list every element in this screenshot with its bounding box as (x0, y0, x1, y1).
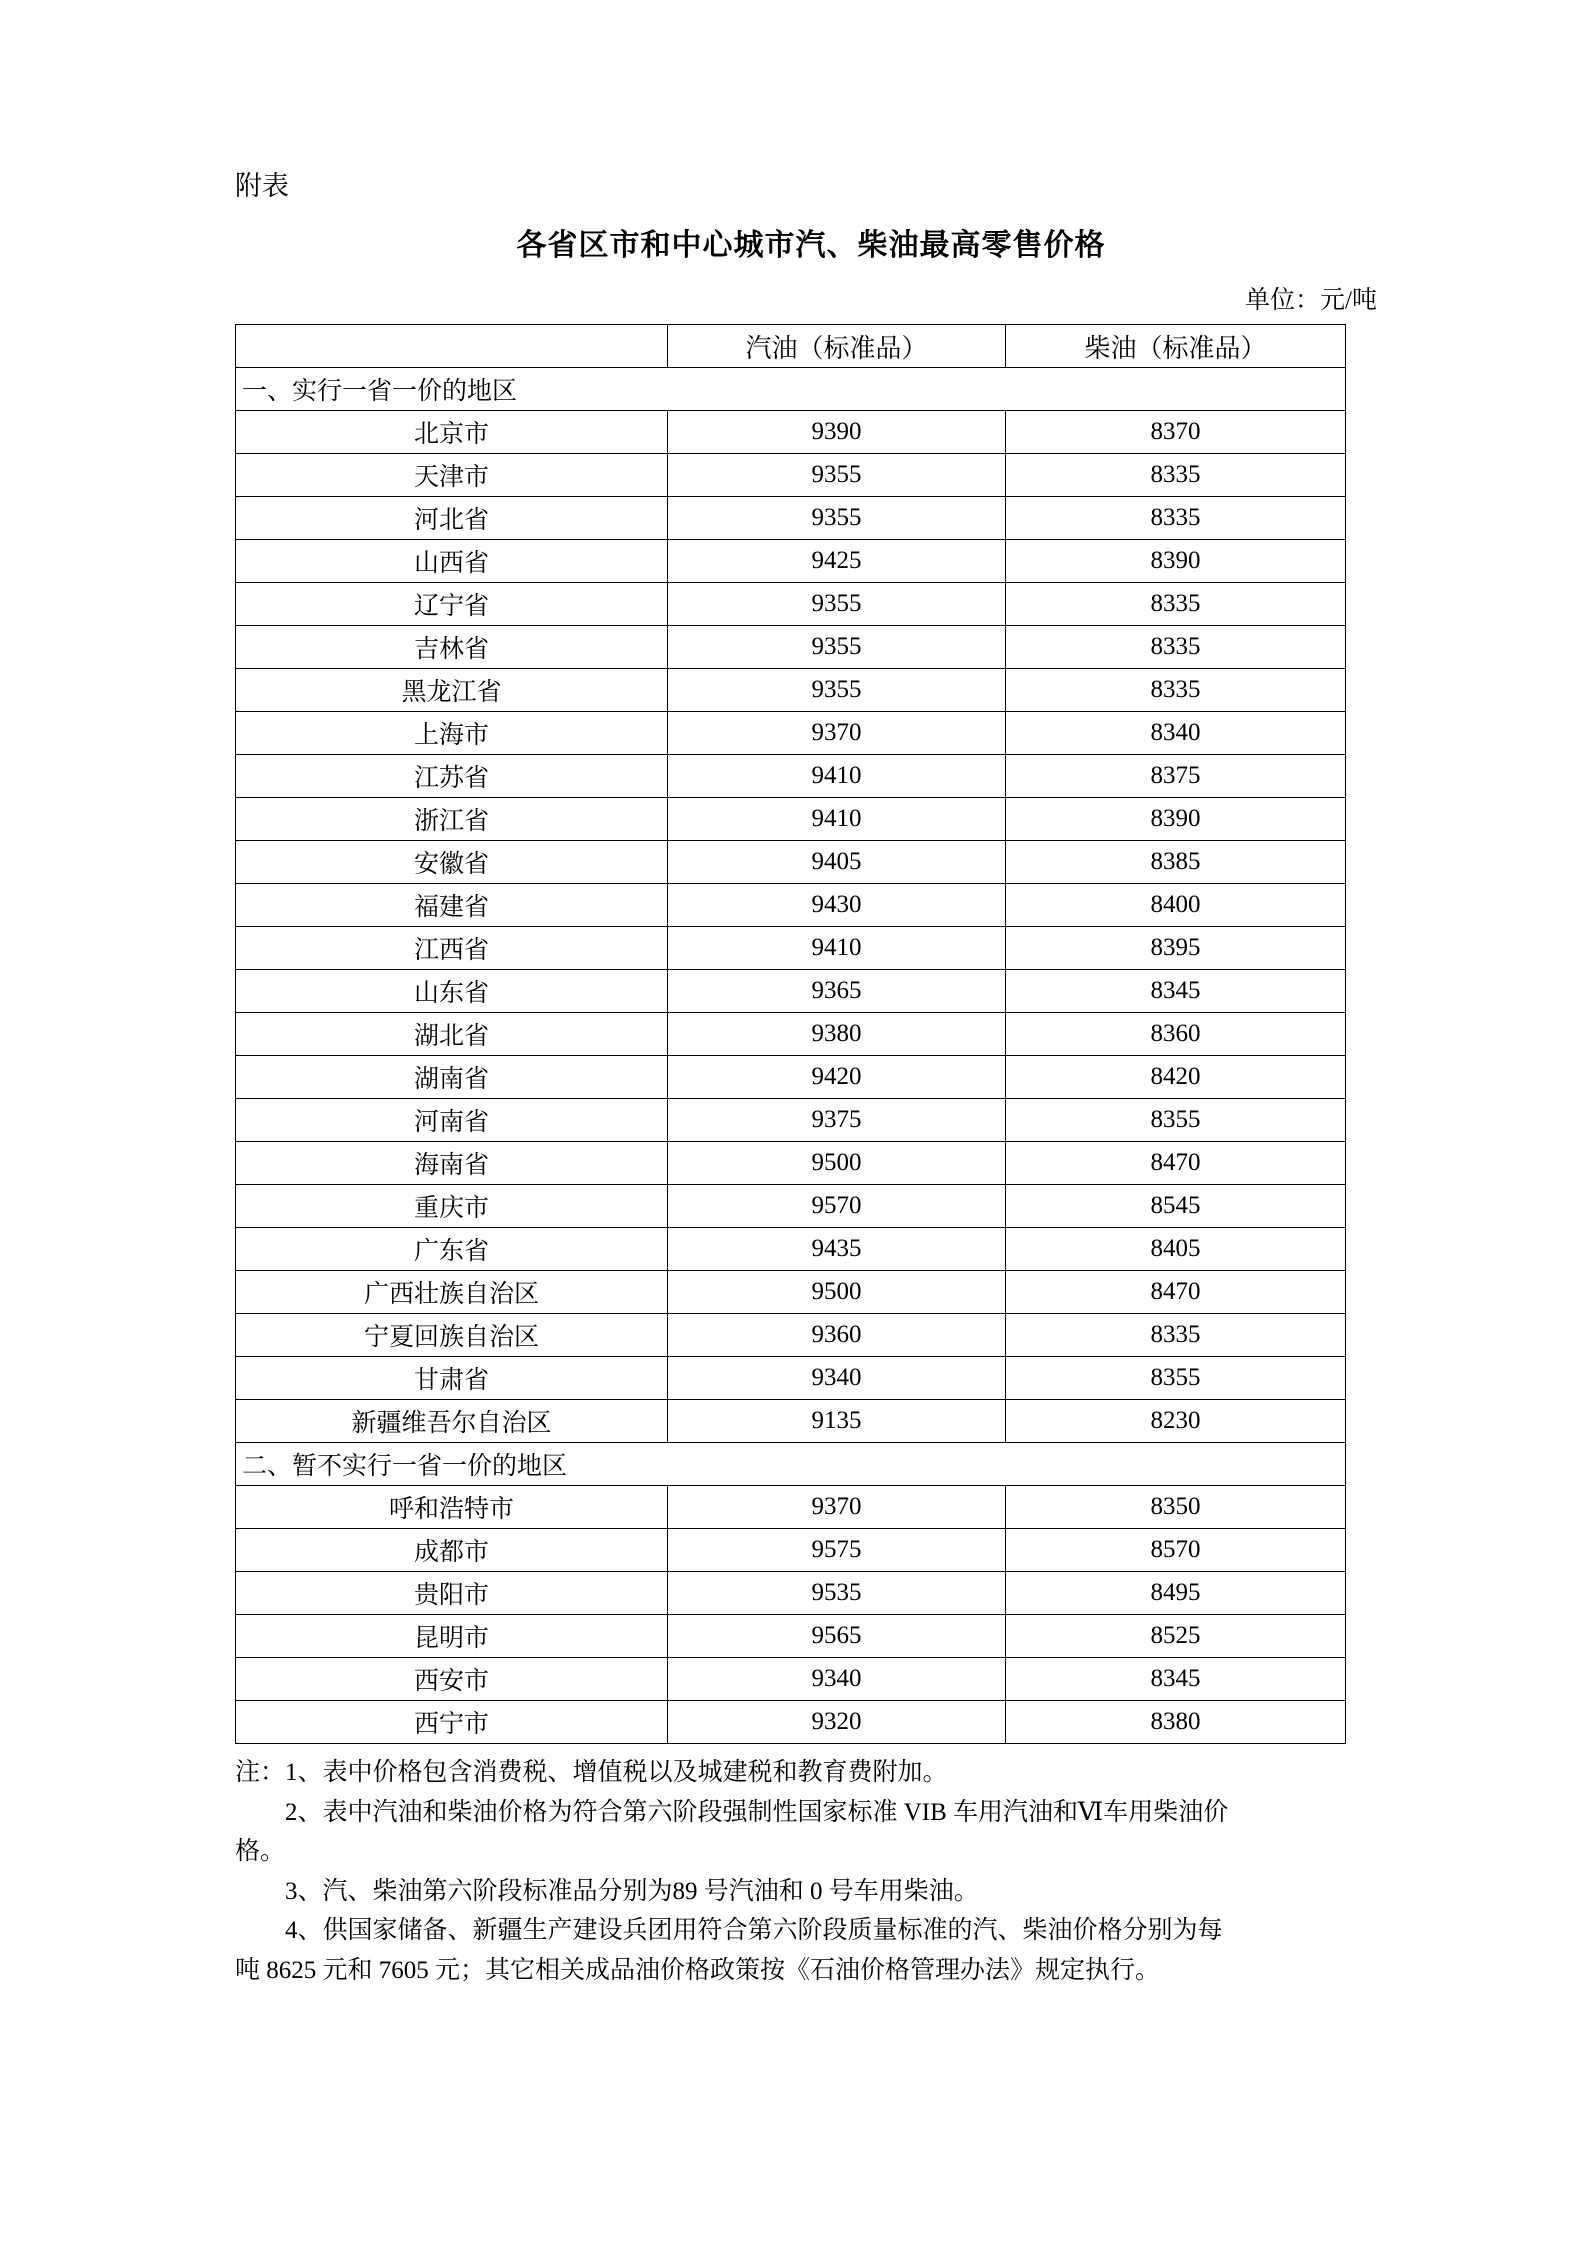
table-row (236, 583, 1346, 626)
cell-diesel-price: 8335 (1006, 626, 1346, 669)
cell-region: 江西省 (236, 927, 668, 970)
cell-diesel-price: 8335 (1006, 497, 1346, 540)
cell-diesel-price: 8355 (1006, 1357, 1346, 1400)
cell-region: 辽宁省 (236, 583, 668, 626)
table-row (236, 1056, 1346, 1099)
table-row (236, 626, 1346, 669)
cell-gasoline-price: 9410 (668, 927, 1006, 970)
cell-diesel-price: 8335 (1006, 669, 1346, 712)
cell-gasoline-price: 9575 (668, 1529, 1006, 1572)
price-table (235, 324, 1346, 1744)
cell-region: 宁夏回族自治区 (236, 1314, 668, 1357)
cell-region: 江苏省 (236, 755, 668, 798)
cell-region: 河南省 (236, 1099, 668, 1142)
cell-region: 西宁市 (236, 1701, 668, 1744)
cell-gasoline-price: 9340 (668, 1658, 1006, 1701)
table-row (236, 540, 1346, 583)
table-row (236, 927, 1346, 970)
cell-diesel-price: 8495 (1006, 1572, 1346, 1615)
header-region (236, 325, 668, 368)
page-title: 各省区市和中心城市汽、柴油最高零售价格 (516, 229, 1106, 263)
cell-gasoline-price: 9355 (668, 669, 1006, 712)
cell-diesel-price: 8345 (1006, 1658, 1346, 1701)
cell-gasoline-price: 9565 (668, 1615, 1006, 1658)
cell-diesel-price: 8390 (1006, 540, 1346, 583)
attachment-label: 附表 (235, 171, 289, 201)
cell-region: 湖北省 (236, 1013, 668, 1056)
table-section-title: 一、实行一省一价的地区 (236, 368, 1346, 411)
cell-region: 成都市 (236, 1529, 668, 1572)
cell-gasoline-price: 9370 (668, 1486, 1006, 1529)
table-row (236, 1572, 1346, 1615)
cell-gasoline-price: 9430 (668, 884, 1006, 927)
footnotes (235, 1754, 1345, 1989)
table-row (236, 1185, 1346, 1228)
table-row (236, 841, 1346, 884)
cell-gasoline-price: 9355 (668, 583, 1006, 626)
cell-diesel-price: 8420 (1006, 1056, 1346, 1099)
table-row (236, 970, 1346, 1013)
cell-gasoline-price: 9405 (668, 841, 1006, 884)
cell-region: 天津市 (236, 454, 668, 497)
footnote-3: 3、汽、柴油第六阶段标准品分别为89 号汽油和 0 号车用柴油。 (285, 1877, 979, 1905)
cell-gasoline-price: 9360 (668, 1314, 1006, 1357)
cell-diesel-price: 8355 (1006, 1099, 1346, 1142)
cell-gasoline-price: 9355 (668, 454, 1006, 497)
cell-region: 湖南省 (236, 1056, 668, 1099)
cell-gasoline-price: 9410 (668, 755, 1006, 798)
table-row (236, 1486, 1346, 1529)
header-gasoline: 汽油（标准品） (668, 325, 1006, 368)
table-row (236, 411, 1346, 454)
cell-gasoline-price: 9500 (668, 1271, 1006, 1314)
cell-gasoline-price: 9410 (668, 798, 1006, 841)
cell-gasoline-price: 9570 (668, 1185, 1006, 1228)
cell-diesel-price: 8525 (1006, 1615, 1346, 1658)
cell-region: 海南省 (236, 1142, 668, 1185)
cell-gasoline-price: 9370 (668, 712, 1006, 755)
cell-gasoline-price: 9135 (668, 1400, 1006, 1443)
unit-note: 单位：元/吨 (1245, 287, 1377, 315)
cell-region: 福建省 (236, 884, 668, 927)
cell-region: 吉林省 (236, 626, 668, 669)
table-row (236, 1658, 1346, 1701)
table-header-row (236, 325, 1346, 368)
table-row (236, 1142, 1346, 1185)
cell-region: 西安市 (236, 1658, 668, 1701)
cell-gasoline-price: 9425 (668, 540, 1006, 583)
cell-gasoline-price: 9500 (668, 1142, 1006, 1185)
table-row (236, 1615, 1346, 1658)
cell-region: 上海市 (236, 712, 668, 755)
cell-diesel-price: 8340 (1006, 712, 1346, 755)
cell-region: 黑龙江省 (236, 669, 668, 712)
cell-region: 昆明市 (236, 1615, 668, 1658)
table-section-row (236, 368, 1346, 411)
table-row (236, 1529, 1346, 1572)
cell-diesel-price: 8345 (1006, 970, 1346, 1013)
cell-diesel-price: 8370 (1006, 411, 1346, 454)
cell-gasoline-price: 9390 (668, 411, 1006, 454)
cell-diesel-price: 8390 (1006, 798, 1346, 841)
cell-diesel-price: 8350 (1006, 1486, 1346, 1529)
cell-diesel-price: 8400 (1006, 884, 1346, 927)
cell-gasoline-price: 9320 (668, 1701, 1006, 1744)
cell-region: 山西省 (236, 540, 668, 583)
cell-diesel-price: 8570 (1006, 1529, 1346, 1572)
footnote-2: 2、表中汽油和柴油价格为符合第六阶段强制性国家标准 VIB 车用汽油和Ⅵ车用柴油价 (285, 1798, 1229, 1826)
table-row (236, 712, 1346, 755)
cell-region: 新疆维吾尔自治区 (236, 1400, 668, 1443)
cell-region: 安徽省 (236, 841, 668, 884)
cell-diesel-price: 8335 (1006, 583, 1346, 626)
cell-diesel-price: 8335 (1006, 1314, 1346, 1357)
table-section-row (236, 1443, 1346, 1486)
table-row (236, 1357, 1346, 1400)
table-row (236, 798, 1346, 841)
cell-diesel-price: 8395 (1006, 927, 1346, 970)
cell-gasoline-price: 9420 (668, 1056, 1006, 1099)
cell-gasoline-price: 9365 (668, 970, 1006, 1013)
cell-region: 甘肃省 (236, 1357, 668, 1400)
table-row (236, 454, 1346, 497)
cell-diesel-price: 8335 (1006, 454, 1346, 497)
table-row (236, 1228, 1346, 1271)
table-row (236, 1271, 1346, 1314)
cell-gasoline-price: 9340 (668, 1357, 1006, 1400)
cell-region: 重庆市 (236, 1185, 668, 1228)
table-row (236, 1013, 1346, 1056)
table-row (236, 669, 1346, 712)
table-row (236, 1701, 1346, 1744)
cell-gasoline-price: 9380 (668, 1013, 1006, 1056)
footnote-2-cont: 格。 (235, 1838, 286, 1866)
cell-gasoline-price: 9375 (668, 1099, 1006, 1142)
cell-region: 呼和浩特市 (236, 1486, 668, 1529)
cell-gasoline-price: 9355 (668, 626, 1006, 669)
cell-region: 广西壮族自治区 (236, 1271, 668, 1314)
table-row (236, 884, 1346, 927)
table-row (236, 497, 1346, 540)
cell-gasoline-price: 9435 (668, 1228, 1006, 1271)
table-row (236, 1400, 1346, 1443)
cell-diesel-price: 8360 (1006, 1013, 1346, 1056)
footnote-4-cont: 吨 8625 元和 7605 元；其它相关成品油价格政策按《石油价格管理办法》规定执行。 (235, 1956, 1161, 1984)
cell-diesel-price: 8230 (1006, 1400, 1346, 1443)
cell-diesel-price: 8470 (1006, 1142, 1346, 1185)
cell-gasoline-price: 9355 (668, 497, 1006, 540)
cell-region: 贵阳市 (236, 1572, 668, 1615)
cell-region: 北京市 (236, 411, 668, 454)
footnote-4: 4、供国家储备、新疆生产建设兵团用符合第六阶段质量标准的汽、柴油价格分别为每 (285, 1917, 1223, 1945)
header-diesel: 柴油（标准品） (1006, 325, 1346, 368)
cell-diesel-price: 8375 (1006, 755, 1346, 798)
cell-region: 广东省 (236, 1228, 668, 1271)
cell-diesel-price: 8545 (1006, 1185, 1346, 1228)
cell-diesel-price: 8470 (1006, 1271, 1346, 1314)
cell-region: 山东省 (236, 970, 668, 1013)
table-row (236, 755, 1346, 798)
table-row (236, 1099, 1346, 1142)
table-section-title: 二、暂不实行一省一价的地区 (236, 1443, 1346, 1486)
cell-gasoline-price: 9535 (668, 1572, 1006, 1615)
cell-diesel-price: 8405 (1006, 1228, 1346, 1271)
footnote-1: 注：1、表中价格包含消费税、增值税以及城建税和教育费附加。 (235, 1759, 948, 1787)
cell-diesel-price: 8385 (1006, 841, 1346, 884)
cell-diesel-price: 8380 (1006, 1701, 1346, 1744)
cell-region: 浙江省 (236, 798, 668, 841)
cell-region: 河北省 (236, 497, 668, 540)
table-row (236, 1314, 1346, 1357)
